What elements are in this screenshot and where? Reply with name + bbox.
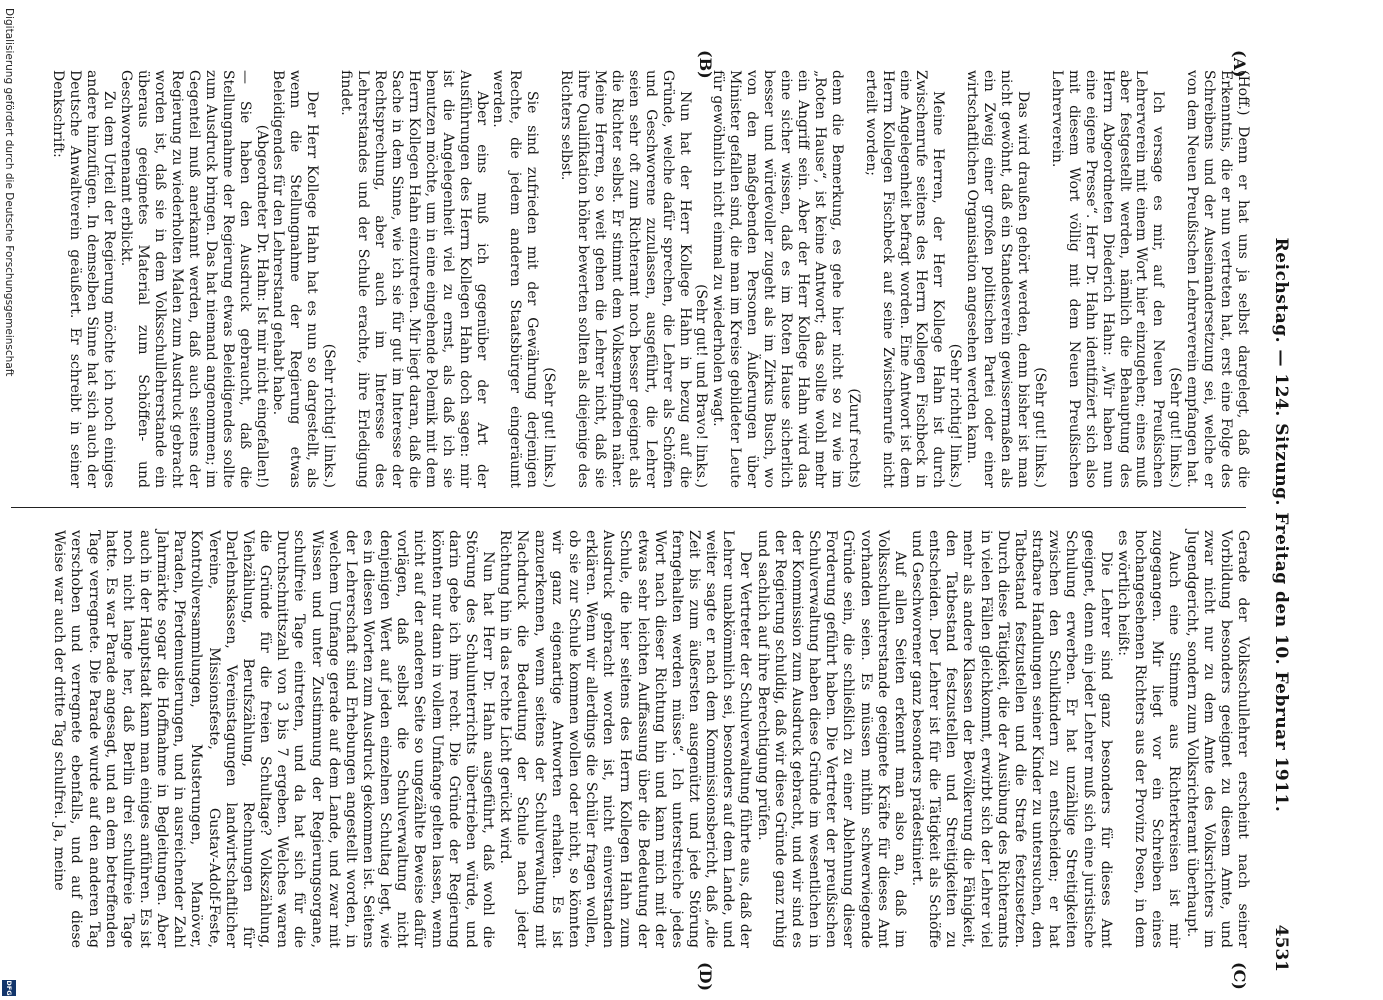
paragraph: Aber eins muß ich gegenüber der Art der Ausführungen des Herrn Kollegen Hahn doch sagen: mir ist die Angelegenheit viel zu ernst, als daß ich sie benutzen möchte, um in eine eingehende Polemik mit dem Herrn Kollegen Hahn einzutreten. Mir liegt daran, daß die Sache in dem Sinne, wie ich sie für gut im Interesse der Rechtsprechung, aber auch im Interesse des Lehrerstandes und der Schule erachte, ihre Erledigung findet. xyxy=(338,70,490,488)
paragraph: (Hoff.) Denn er hat uns ja selbst dargelegt, daß die Erkenntnis, die er nun vertreten hat, erst eine Folge des Schreibens und der Auseinandersetzung sei, welche er von dem Neuen Preußischen Lehrerverein empfangen hat. xyxy=(1184,70,1251,488)
interjection: (Sehr gut! links.) xyxy=(541,367,558,488)
margin-marker-c: (C) xyxy=(1230,962,1249,990)
interjection: (Sehr gut! links.) xyxy=(1167,367,1184,488)
paragraph: Meine Herren, der Herr Kollege Hahn ist durch Zwischenrufe seitens des Herrn Kollegen Fischbeck in eine Angelegenheit befragt worden. Eine Antwort ist dem Herrn Kollegen Fischbeck auf seine Zwischenrufe nicht erteilt worden; xyxy=(862,70,947,488)
running-header xyxy=(1267,78,1293,972)
interjection: (Zuruf rechts) xyxy=(845,388,862,488)
header-title: Reichstag. — 124. Sitzung. Freitag den 10. Februar 1911. xyxy=(1271,237,1291,813)
margin-marker-a: (A) xyxy=(1230,50,1249,78)
paragraph: Nun hat Herr Dr. Hahn ausgeführt, daß wohl die Störung des Schulunterrichts übertrieben würde, und darin gebe ich ihm recht. Die Gründe der Regierung könnten nur dann in vollem Umfange gelten lassen, wenn nicht auf der anderen Seite so ungezählte Beweise dafür vorlägen, daß selbst die Schulverwaltung nicht denjenigen Wert auf jeden einzelnen Schultag legt, wie es in diesen Worten zum Ausdruck gekommen ist. Seitens der Lehrerschaft sind Erhebungen angestellt worden, in welchem Umfange gerade auf dem Lande, und zwar mit Wissen und unter Zustimmung der Regierungsorgane, schulfreie Tage eintreten, und da hat sich für die Durchschnittszahl von 3 bis 7 ergeben. Welches waren die Gründe für die freien Schultage? Volkszählung, Viehzählung, Berufszählung, Rechnungen für Darlehnskassen, Vereinstagungen landwirtschaftlicher Vereine, Missionsfeste, Gustav-Adolf-Feste, Kontrollversammlungen, Musterungen, Manöver, Paraden, Pferdemusterungen, und in ausreichender Zahl Jahrmärkte sogar die Hoffnahme in Begleitungen. Aber auch in der Hauptstadt kann man einiges anführen. Es ist noch nicht lange her, daß Berlin drei schulfreie Tage hatte. Es war Parade angesagt, und an dem betreffenden Tage verregnete. Die Parade wurde auf den anderen Tag verschoben und verregnete ebenfalls, und auf diese Weise war auch der dritte Tag schulfrei. Ja, meine xyxy=(51,530,497,948)
paragraph: denn die Bemerkung, es gehe hier nicht so zu wie im „Roten Hause“, ist keine Antwort; das sollte wohl mehr ein Angriff sein. Aber der Herr Kollege Hahn wird das eine sicher wissen, daß es im Roten Hause sicherlich besser und würdevoller zugeht als im Zirkus Busch, wo von den maßgebenden Personen Äußerungen über Minister gefallen sind, die man im Kreise gebildeter Leute für gewöhnlich nicht einmal zu wiederholen wagt. xyxy=(710,70,845,488)
paragraph: Das wird draußen gehört werden, denn bisher ist man nicht gewöhnt, daß ein Standesverein gewissermaßen als ein Zweig einer großen politischen Partei oder einer wirtschaftlichen Organisation angesehen werden kann. xyxy=(964,70,1032,488)
paragraph: Ich versage es mir, auf den Neuen Preußischen Lehrerverein mit einem Wort hier einzugehen; eines muß aber festgestellt werden, nämlich die Behauptung des Herrn Abgeordneten Diederich Hahn: „Wir haben nun eine eigene Presse“. Herr Dr. Hahn identifiziert sich also mit diesem Wort völlig mit dem Neuen Preußischen Lehrerverein. xyxy=(1048,70,1167,488)
margin-marker-d: (D) xyxy=(696,962,715,992)
margin-marker-b: (B) xyxy=(696,50,715,79)
page-number: 4531 xyxy=(1271,924,1291,972)
paragraph: Auch eine Stimme aus Richterkreisen ist mir zugegangen. Mir liegt vor ein Schreiben eines hochangesehenen Richters aus der Provinz Posen, in dem es wörtlich heißt: xyxy=(1114,530,1183,948)
paragraph: Der Herr Kollege Hahn hat es nun so dargestellt, als wenn die Stellungnahme der Regierung etwas Beleidigendes für den Lehrerstand gehabt habe. xyxy=(270,70,321,488)
paragraph: Der Vertreter der Schulverwaltung führte aus, daß der Lehrer unabkömmlich sei, besonders auf dem Lande, und weiter sagte er nach dem Kommissionsbericht, daß „die Zeit bis zum äußersten ausgenützt und jede Störung ferngehalten werden müsse“. Ich unterstreiche jedes Wort nach dieser Richtung hin und kann mich mit der etwas sehr leichten Auffassung über die Bedeutung der Schule, die hier seitens des Herrn Kollegen Hahn zum Ausdruck gebracht worden ist, nicht einverstanden erklären. Wenn wir allerdings die Schüler fragen wollen, ob sie zur Schule kommen wollen oder nicht, so könnten wir ganz eigenartige Antworten erhalten. Es ist anzuerkennen, wenn seitens der Schulverwaltung mit Nachdruck die Bedeutung der Schule nach jeder Richtung hin in das rechte Licht gerückt wird. xyxy=(497,530,754,948)
paragraph: Nun hat der Herr Kollege Hahn in bezug auf die Gründe, welche dafür sprechen, die Lehrer als Schöffen und Geschworene zuzulassen, ausgeführt, die Lehrer seien sehr oft zum Richteramt noch besser geeignet als die Richter selbst. Er stimmt dem Volksempfinden näher. Meine Herren, so weit gehen die Lehrer nicht, daß sie ihre Qualifikation höher bewerten sollten als diejenige des Richters selbst. xyxy=(558,70,693,488)
funding-credit: Digitalisierung gefördert durch die Deutsche Forschungsgemeinschaft xyxy=(3,8,15,377)
interjection: (Sehr richtig! links.) xyxy=(947,343,964,488)
interjection: (Abgeordneter Dr. Hahn: Ist mir nicht eingefallen!) xyxy=(253,124,270,488)
column-divider xyxy=(11,507,1246,508)
paragraph: Die Lehrer sind ganz besonders für dieses Amt geeignet, denn ein jeder Lehrer muß sich eine juristische Schulung erwerben. Er hat unzählige Streitigkeiten zwischen den Schulkindern zu entscheiden; er hat strafbare Handlungen seiner Kinder zu untersuchen, den Tatbestand festzustellen und die Strafe festzusetzen. Durch diese Tätigkeit, die der Ausübung des Richteramts in vielen Fällen gleichkommt, erwirbt sich der Lehrer viel mehr als andere Klassen der Bevölkerung die Fähigkeit, den Tatbestand festzustellen und Streitigkeiten zu entscheiden. Der Lehrer ist für die Tätigkeit als Schöffe und Geschworener ganz besonders prädestiniert. xyxy=(909,530,1114,948)
dfg-logo: DFG xyxy=(2,980,16,996)
interjection: (Sehr gut! und Bravo! links.) xyxy=(693,284,710,488)
paragraph: Auf allen Seiten erkennt man also an, daß im Volksschullehrerstande geeignete Kräfte für dieses Amt vorhanden seien. Es müssen mithin schwerwiegende Gründe sein, die schließlich zu einer Ablehnung dieser Forderung geführt haben. Die Vertreter der preußischen Schulverwaltung haben diese Gründe im wesentlichen in der Kommission zum Ausdruck gebracht, und wir sind es der Regierung schuldig, daß wir diese Gründe ganz ruhig und sachlich auf ihre Berechtigung prüfen. xyxy=(754,530,908,948)
interjection: (Sehr richtig! links.) xyxy=(321,343,338,488)
interjection: (Sehr gut! links.) xyxy=(1031,367,1048,488)
left-text-column xyxy=(50,70,1251,488)
paragraph: Sie sind zufrieden mit der Gewährung derjenigen Rechte, die jedem anderen Staatsbürger eingeräumt werden. xyxy=(490,70,541,488)
right-text-column xyxy=(50,530,1251,948)
footer xyxy=(0,0,16,1000)
paragraph: Zu dem Urteil der Regierung möchte ich noch einiges andere hinzufügen. In demselben Sinne hat sich auch der Deutsche Anwaltverein geäußert. Er schreibt in seiner Denkschrift: xyxy=(50,70,118,488)
paragraph: Gerade der Volksschullehrer erscheint nach seiner Vorbildung besonders geeignet zu diesem Amte, und zwar nicht nur zu dem Amte des Volksrichters im Jugendgericht, sondern zum Volksrichteramt überhaupt. xyxy=(1183,530,1251,948)
paragraph: — Sie haben den Ausdruck gebraucht, daß die Stellungnahme der Regierung etwas Beleidigendes sollte zum Ausdruck bringen. Das hat niemand angenommen; im Gegenteil muß anerkannt werden, daß auch seitens der Regierung zu wiederholten Malen zum Ausdruck gebracht worden ist, daß sie in dem Volksschullehrerstande ein überaus geeignetes Material zum Schöffen- und Geschworenenamt erblickt. xyxy=(118,70,253,488)
